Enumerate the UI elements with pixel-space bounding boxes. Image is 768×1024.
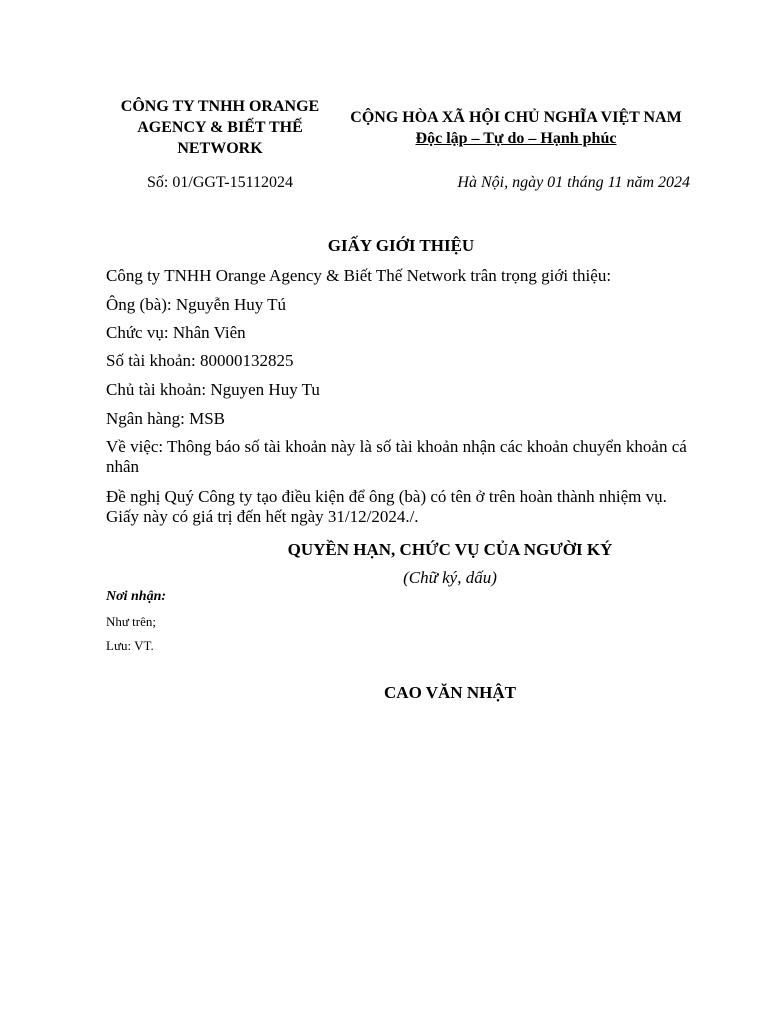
recipient-item: Như trên;	[106, 614, 157, 629]
person-line: Ông (bà): Nguyễn Huy Tú	[106, 295, 287, 314]
account-holder-line: Chủ tài khoản: Nguyen Huy Tu	[106, 380, 320, 399]
nation-header	[338, 107, 694, 149]
bank-line: Ngân hàng: MSB	[106, 409, 225, 428]
signer-authority-title: QUYỀN HẠN, CHỨC VỤ CỦA NGƯỜI KÝ	[287, 540, 613, 559]
purpose-line: Về việc: Thông báo số tài khoản này là số tài khoản nhận các khoản chuyển khoản cá nhân	[106, 437, 687, 476]
validity-line: Giấy này có giá trị đến hết ngày 31/12/2024./.	[106, 507, 419, 526]
signature-note: (Chữ ký, dấu)	[403, 568, 497, 587]
signer-name: CAO VĂN NHẬT	[384, 683, 516, 702]
document-number: Số: 01/GGT-15112024	[147, 174, 293, 191]
document-title: GIẤY GIỚI THIỆU	[327, 236, 475, 255]
account-number-line: Số tài khoản: 80000132825	[106, 351, 294, 370]
company-name: CÔNG TY TNHH ORANGE AGENCY & BIẾT THẾ NETWORK	[120, 98, 320, 157]
request-line: Đề nghị Quý Công ty tạo điều kiện để ông (bà) có tên ở trên hoàn thành nhiệm vụ.	[106, 487, 667, 506]
position-line: Chức vụ: Nhân Viên	[106, 323, 246, 342]
national-motto: Độc lập – Tự do – Hạnh phúc	[415, 130, 617, 147]
nation-name: CỘNG HÒA XÃ HỘI CHỦ NGHĨA VIỆT NAM	[350, 109, 682, 126]
document-date: Hà Nội, ngày 01 tháng 11 năm 2024	[457, 174, 690, 191]
recipients-label: Nơi nhận:	[106, 589, 167, 604]
intro-line: Công ty TNHH Orange Agency & Biết Thế Network trân trọng giới thiệu:	[106, 266, 612, 285]
recipient-item: Lưu: VT.	[106, 638, 154, 653]
